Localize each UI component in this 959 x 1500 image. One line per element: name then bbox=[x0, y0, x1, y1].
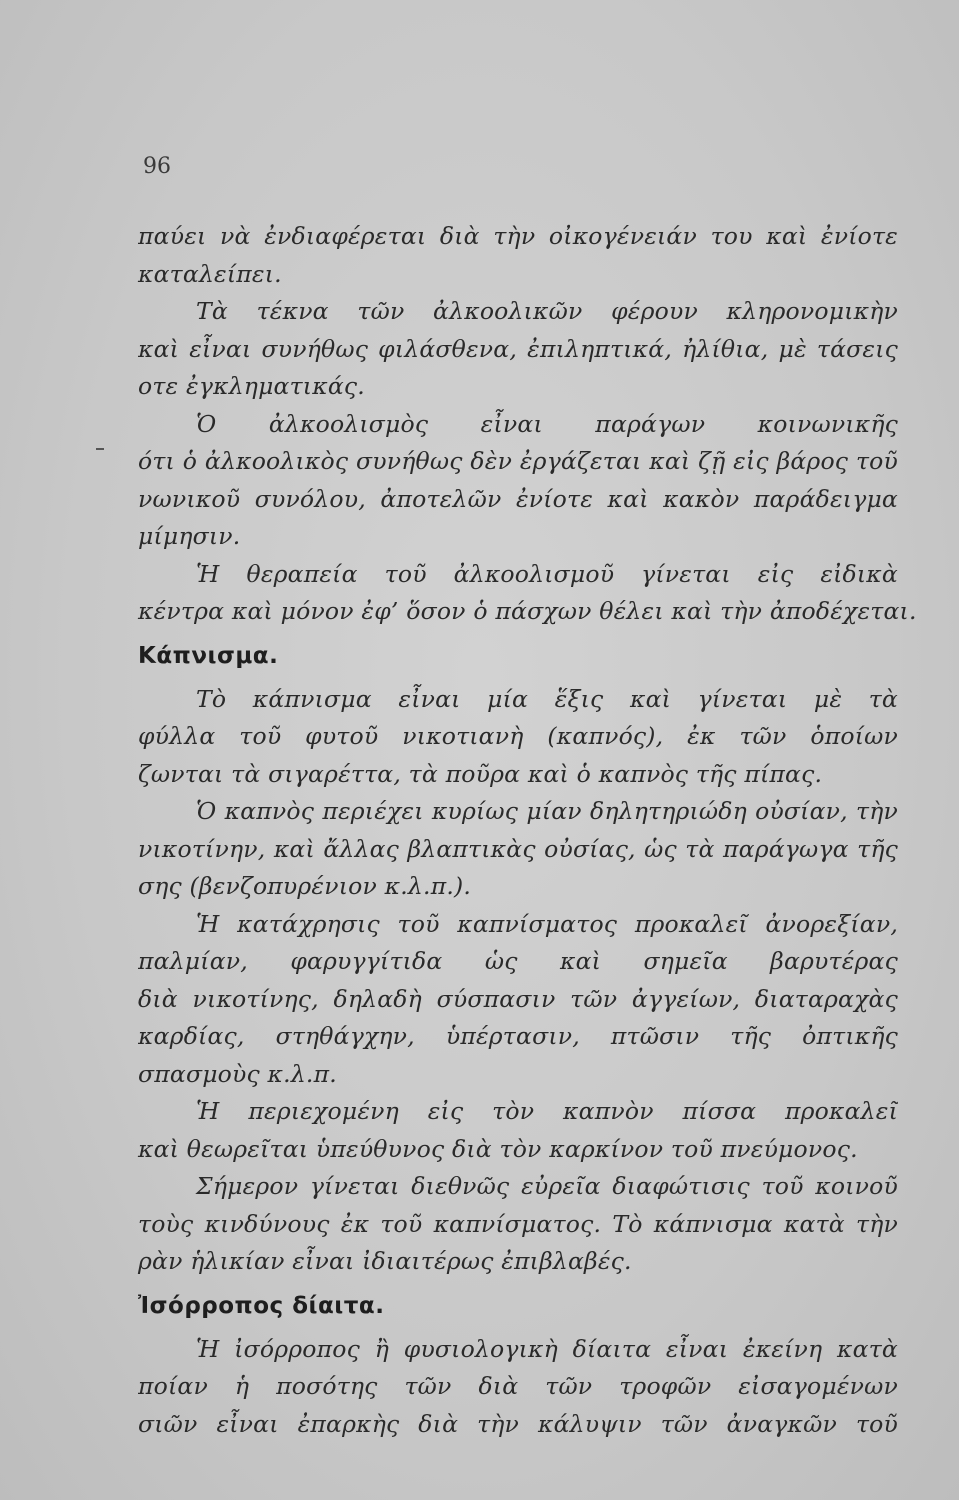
text-line: Ἡ ἰσόρροπος ἢ φυσιολογικὴ δίαιτα εἶναι ἐκείνη κατὰ bbox=[196, 1334, 898, 1363]
text-line: μίμησιν. bbox=[138, 522, 241, 550]
text-line: καὶ θεωρεῖται ὑπεύθυνος διὰ τὸν καρκίνον τοῦ πνεύμονος. bbox=[138, 1134, 858, 1163]
section-heading: Κάπνισμα. bbox=[138, 642, 279, 669]
text-line: Τὰ τέκνα τῶν ἀλκοολικῶν φέρουν κληρονομικὴν bbox=[196, 297, 898, 325]
text-line: καρδίας, στηθάγχην, ὑπέρτασιν, πτῶσιν τῆς ὀπτικῆς bbox=[138, 1022, 898, 1050]
text-line: Σήμερον γίνεται διεθνῶς εὐρεῖα διαφώτισις τοῦ κοινοῦ bbox=[196, 1172, 898, 1200]
text-line: τοὺς κινδύνους ἐκ τοῦ καπνίσματος. Τὸ κάπνισμα κατὰ τὴν bbox=[138, 1209, 898, 1238]
text-line: Τὸ κάπνισμα εἶναι μία ἕξις καὶ γίνεται μὲ τὰ bbox=[196, 684, 898, 713]
text-line: παλμίαν, φαρυγγίτιδα ὡς καὶ σημεῖα βαρυτέρας bbox=[138, 947, 898, 975]
page-number: 96 bbox=[143, 154, 171, 179]
text-line: Ἡ περιεχομένη εἰς τὸν καπνὸν πίσσα προκαλεῖ bbox=[196, 1097, 898, 1125]
text-line: σπασμοὺς κ.λ.π. bbox=[138, 1059, 337, 1088]
text-line: οτε ἐγκληματικάς. bbox=[138, 372, 365, 400]
text-line: ρὰν ἡλικίαν εἶναι ἰδιαιτέρως ἐπιβλαβές. bbox=[138, 1247, 632, 1275]
text-line: καταλείπει. bbox=[138, 259, 282, 288]
margin-mark bbox=[96, 448, 104, 450]
body-text bbox=[138, 218, 917, 1443]
text-line: νωνικοῦ συνόλου, ἀποτελῶν ἐνίοτε καὶ κακὸν παράδειγμα bbox=[138, 484, 898, 513]
text-line: παύει νὰ ἐνδιαφέρεται διὰ τὴν οἰκογένειάν του καὶ ἐνίοτε bbox=[138, 222, 898, 250]
text-line: Ὁ ἀλκοολισμὸς εἶναι παράγων κοινωνικῆς bbox=[196, 409, 898, 438]
text-line: κέντρα καὶ μόνον ἐφ’ ὅσον ὁ πάσχων θέλει καὶ τὴν ἀποδέχεται. bbox=[138, 597, 917, 625]
text-line: καὶ εἶναι συνήθως φιλάσθενα, ἐπιληπτικά, ἠλίθια, μὲ τάσεις bbox=[138, 334, 898, 363]
text-line: διὰ νικοτίνης, δηλαδὴ σύσπασιν τῶν ἀγγείων, διαταραχὰς bbox=[138, 984, 898, 1013]
text-line: φύλλα τοῦ φυτοῦ νικοτιανὴ (καπνός), ἐκ τῶν ὁποίων bbox=[138, 722, 898, 750]
text-line: ζωνται τὰ σιγαρέττα, τὰ ποῦρα καὶ ὁ καπνὸς τῆς πίπας. bbox=[138, 759, 823, 788]
text-line: Ὁ καπνὸς περιέχει κυρίως μίαν δηλητηριώδη οὐσίαν, τὴν bbox=[196, 797, 898, 825]
text-line: σης (βενζοπυρένιον κ.λ.π.). bbox=[138, 872, 472, 900]
text-line: σιῶν εἶναι ἐπαρκὴς διὰ τὴν κάλυψιν τῶν ἀναγκῶν τοῦ bbox=[138, 1409, 898, 1438]
text-line: ποίαν ἡ ποσότης τῶν διὰ τῶν τροφῶν εἰσαγομένων bbox=[138, 1372, 898, 1400]
text-line: Ἡ κατάχρησις τοῦ καπνίσματος προκαλεῖ ἀνορεξίαν, bbox=[196, 909, 898, 938]
text-line: ότι ὁ ἀλκοολικὸς συνήθως δὲν ἐργάζεται καὶ ζῇ εἰς βάρος τοῦ bbox=[138, 447, 898, 475]
section-heading: Ἰσόρροπος δίαιτα. bbox=[138, 1292, 385, 1319]
text-line: νικοτίνην, καὶ ἄλλας βλαπτικὰς οὐσίας, ὡς τὰ παράγωγα τῆς bbox=[138, 834, 898, 863]
text-line: Ἡ θεραπεία τοῦ ἀλκοολισμοῦ γίνεται εἰς εἰδικὰ bbox=[196, 559, 898, 588]
